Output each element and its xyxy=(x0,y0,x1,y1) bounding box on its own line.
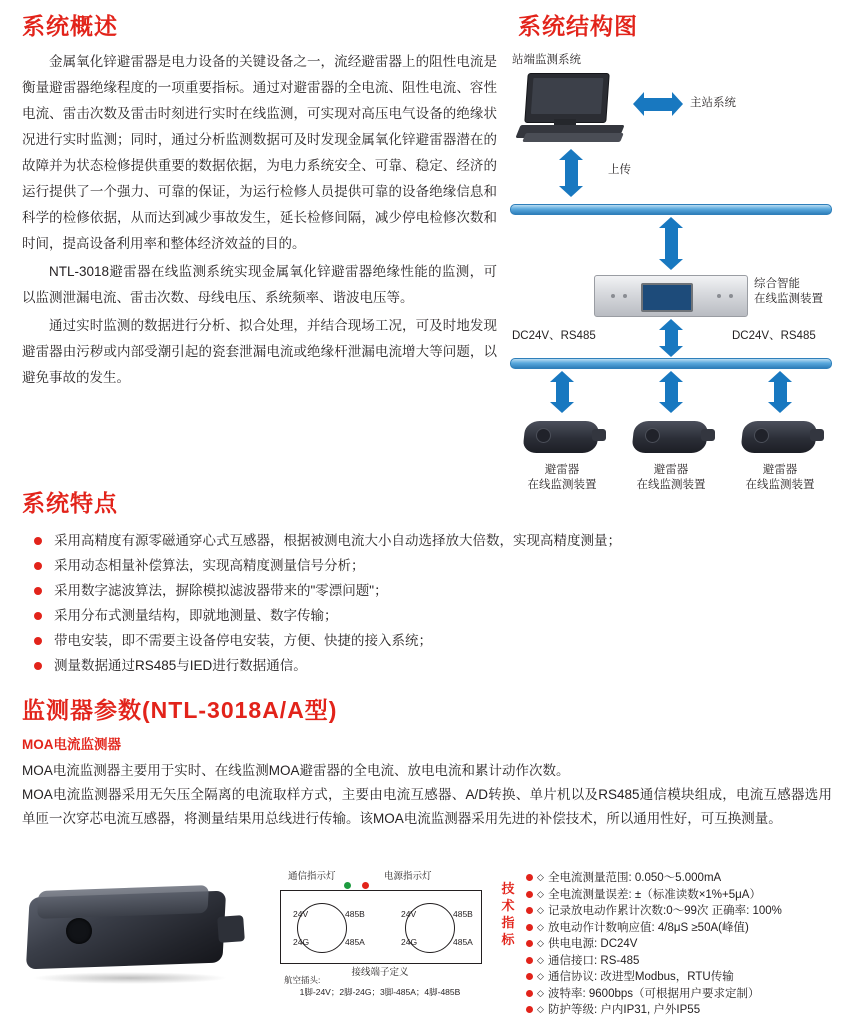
params-subtitle: MOA电流监测器 xyxy=(22,737,121,752)
arrow-device-to-bus xyxy=(665,329,678,347)
arrow-upload xyxy=(565,159,578,187)
moa-body xyxy=(740,421,817,453)
moa-body xyxy=(631,421,708,453)
pin-label-24g-right: 24G xyxy=(401,937,418,947)
device-label-line2: 在线监测装置 xyxy=(754,293,823,305)
feature-item xyxy=(32,653,822,678)
product-shadow xyxy=(32,972,228,984)
terminal-box xyxy=(280,890,482,964)
spec-text: 防护等级: 户内IP31, 户外IP55 xyxy=(548,1004,701,1016)
bullet-icon xyxy=(526,973,533,980)
feature-text: 采用数字滤波算法，摒除模拟滤波器带来的"零漂问题"； xyxy=(54,583,388,598)
bullet-icon xyxy=(34,562,42,570)
moa-unit xyxy=(520,417,604,459)
spec-item xyxy=(526,936,848,953)
bullet-icon xyxy=(526,907,533,914)
top-bus-bar xyxy=(510,204,832,215)
moa-knob xyxy=(536,428,551,443)
spec-text: 全电流测量误差: ±（标准读数×1%+5μA） xyxy=(548,888,761,901)
connector-diagram xyxy=(272,868,490,997)
feature-text: 带电安装，即不需要主设备停电安装，方便、快捷的接入系统； xyxy=(54,633,432,648)
moa-unit xyxy=(738,417,822,459)
moa-caption-line1: 避雷器 xyxy=(544,464,580,476)
pc-keyboard xyxy=(522,133,624,142)
moa-caption-line2: 在线监测装置 xyxy=(636,479,706,491)
arrow-bus-to-moa-2 xyxy=(665,381,678,403)
diamond-icon: ◇ xyxy=(537,1004,544,1014)
aviation-plug-note: 1脚-24V；2脚-24G；3脚-485A；4脚-485B xyxy=(299,987,461,997)
spec-item xyxy=(526,887,848,904)
pc-screen xyxy=(531,78,604,114)
features-list xyxy=(22,528,822,678)
device-label-line1: 综合智能 xyxy=(754,278,800,290)
bullet-icon xyxy=(34,587,42,595)
spec-item xyxy=(526,986,848,1003)
spec-text: 波特率: 9600bps（可根据用户要求定制） xyxy=(548,987,760,1000)
arrow-bus-to-moa-3 xyxy=(774,381,787,403)
features-title: 系统特点 xyxy=(22,490,118,516)
spec-text: 放电动作计数响应值: 4/8μS ≥50A(峰值) xyxy=(548,921,749,934)
pin-label-24v-left: 24V xyxy=(293,909,309,919)
feature-item xyxy=(32,603,822,628)
spec-text: 通信接口: RS-485 xyxy=(548,954,640,967)
bullet-icon xyxy=(34,612,42,620)
diamond-icon: ◇ xyxy=(537,872,544,882)
moa-connector xyxy=(810,429,824,441)
bus-left-label: DC24V、RS485 xyxy=(512,330,596,342)
diamond-icon: ◇ xyxy=(537,938,544,948)
station-system-label: 站端监测系统 xyxy=(512,54,581,66)
moa-unit xyxy=(629,417,713,459)
feature-item xyxy=(32,578,822,603)
bus-right-label: DC24V、RS485 xyxy=(732,330,816,342)
params-section xyxy=(22,692,832,831)
aviation-plug-title: 航空插头: xyxy=(284,975,321,985)
diamond-icon: ◇ xyxy=(537,954,544,965)
arrow-bus-to-device xyxy=(665,227,678,260)
upload-label: 上传 xyxy=(608,164,631,176)
spec-item xyxy=(526,903,848,920)
arrow-pc-to-master xyxy=(643,98,673,111)
overview-paragraph: 金属氧化锌避雷器是电力设备的关键设备之一，流经避雷器上的阻性电流是衡量避雷器绝缘程度的一项重要指标。通过对避雷器的全电流、阻性电流、容性电流、雷击次数及雷击时刻进行实时在线监测，可实现对高压电气设备的绝缘状况进行实时监测；同时，通过分析监测数据可及时发现金属氧化锌避雷器潜在的故障并为状态检修提供重要的数据依据，为电力系统安全、可靠、稳定、经济的运行提供了一个强力、可靠的保证，为运行检修人员提供可靠的设备绝缘信息和科学的检修依据，从而达到减少事故发生，延长检修间隔，减少停电检修次数和时间，提高设备利用率和整体经济效益的目的。 xyxy=(22,54,497,251)
params-paragraph: MOA电流监测器采用无矢压全隔离的电流取样方式，主要由电流互感器、A/D转换、单片机以及RS485通信模块组成，电流互感器选用单匝一次穿芯电流互感器，将测量结果用总线进行传输。该MOA电流监测器采用先进的补偿技术，所以通用性好，可互换测量。 xyxy=(22,787,832,826)
comm-led-icon xyxy=(344,882,351,889)
diamond-icon: ◇ xyxy=(537,987,544,998)
device-screen xyxy=(641,283,693,312)
pin-label-485b-right: 485B xyxy=(453,909,473,919)
moa-connector xyxy=(701,429,715,441)
power-led-icon xyxy=(362,882,369,889)
moa-caption-line1: 避雷器 xyxy=(653,464,689,476)
workstation-pc-icon xyxy=(518,73,626,143)
moa-connector xyxy=(592,429,606,441)
moa-knob xyxy=(645,428,660,443)
bullet-icon xyxy=(526,891,533,898)
features-section xyxy=(22,485,822,678)
bottom-bus-bar xyxy=(510,358,832,369)
feature-text: 采用动态相量补偿算法，实现高精度测量信号分析； xyxy=(54,558,365,573)
feature-item xyxy=(32,528,822,553)
params-title: 监测器参数(NTL-3018A/A型) xyxy=(22,697,338,723)
product-top-shell xyxy=(37,885,209,919)
bullet-icon xyxy=(526,940,533,947)
moa-caption-line1: 避雷器 xyxy=(762,464,798,476)
overview-section xyxy=(22,8,497,393)
pin-label-24v-right: 24V xyxy=(401,909,417,919)
spec-item xyxy=(526,1002,848,1019)
moa-caption-line2: 在线监测装置 xyxy=(527,479,597,491)
moa-knob xyxy=(754,428,769,443)
bullet-icon xyxy=(526,990,533,997)
system-structure-diagram xyxy=(510,51,835,491)
diamond-icon: ◇ xyxy=(537,971,544,981)
diamond-icon: ◇ xyxy=(537,921,544,932)
spec-text: 供电电源: DC24V xyxy=(548,938,638,950)
overview-paragraph: 通过实时监测的数据进行分析、拟合处理，并结合现场工况，可及时地发现避雷器由污秽或内部受潮引起的瓷套泄漏电流或绝缘杆泄漏电流增大等问题，以避免事故的发生。 xyxy=(22,318,497,385)
spec-text: 记录放电动作累计次数:0～99次 正确率: 100% xyxy=(548,905,782,917)
master-system-label: 主站系统 xyxy=(690,97,736,109)
overview-title: 系统概述 xyxy=(22,13,118,39)
feature-text: 测量数据通过RS485与IED进行数据通信。 xyxy=(54,658,307,673)
bullet-icon xyxy=(526,957,533,964)
spec-item xyxy=(526,953,848,970)
integrated-monitor-device xyxy=(594,275,748,317)
spec-item xyxy=(526,870,848,887)
bullet-icon xyxy=(34,637,42,645)
feature-item xyxy=(32,553,822,578)
arrow-bus-to-moa-1 xyxy=(556,381,569,403)
diamond-icon: ◇ xyxy=(537,905,544,915)
pin-label-485a-left: 485A xyxy=(345,937,365,947)
spec-text: 全电流测量范围: 0.050～5.000mA xyxy=(548,872,722,884)
device-indicator-dot xyxy=(729,294,733,298)
structure-title: 系统结构图 xyxy=(518,13,638,39)
pin-label-485a-right: 485A xyxy=(453,937,473,947)
product-connector xyxy=(217,915,245,943)
pin-label-485b-left: 485B xyxy=(345,909,365,919)
product-through-hole xyxy=(66,918,92,944)
device-indicator-dot xyxy=(623,294,627,298)
bullet-icon xyxy=(34,537,42,545)
spec-text: 通信协议: 改进型Modbus，RTU传输 xyxy=(548,971,734,983)
diamond-icon: ◇ xyxy=(537,888,544,899)
structure-diagram-section xyxy=(510,8,835,491)
bullet-icon xyxy=(34,662,42,670)
comm-indicator-label: 通信指示灯 xyxy=(288,871,336,882)
power-indicator-label: 电源指示灯 xyxy=(384,871,432,882)
bullet-icon xyxy=(526,1006,533,1013)
product-photo xyxy=(22,876,252,996)
bottom-block xyxy=(22,868,832,1028)
spec-item xyxy=(526,920,848,937)
moa-caption-line2: 在线监测装置 xyxy=(745,479,815,491)
spec-list xyxy=(526,870,848,1019)
bullet-icon xyxy=(526,924,533,931)
spec-vertical-label: 技术指标 xyxy=(501,881,515,947)
overview-paragraph: NTL-3018避雷器在线监测系统实现金属氧化锌避雷器绝缘性能的监测，可以监测泄漏电流、雷击次数、母线电压、系统频率、谐波电压等。 xyxy=(22,264,497,305)
terminal-caption: 接线端子定义 xyxy=(351,967,409,978)
pin-label-24g-left: 24G xyxy=(293,937,310,947)
device-indicator-dot xyxy=(717,294,721,298)
moa-body xyxy=(522,421,599,453)
bullet-icon xyxy=(526,874,533,881)
spec-item xyxy=(526,969,848,986)
params-paragraph: MOA电流监测器主要用于实时、在线监测MOA避雷器的全电流、放电电流和累计动作次数。 xyxy=(22,763,570,778)
feature-item xyxy=(32,628,822,653)
feature-text: 采用高精度有源零磁通穿心式互感器，根据被测电流大小自动选择放大倍数，实现高精度测量； xyxy=(54,533,621,548)
device-indicator-dot xyxy=(611,294,615,298)
feature-text: 采用分布式测量结构，即就地测量、数字传输； xyxy=(54,608,338,623)
pc-monitor xyxy=(524,73,609,123)
